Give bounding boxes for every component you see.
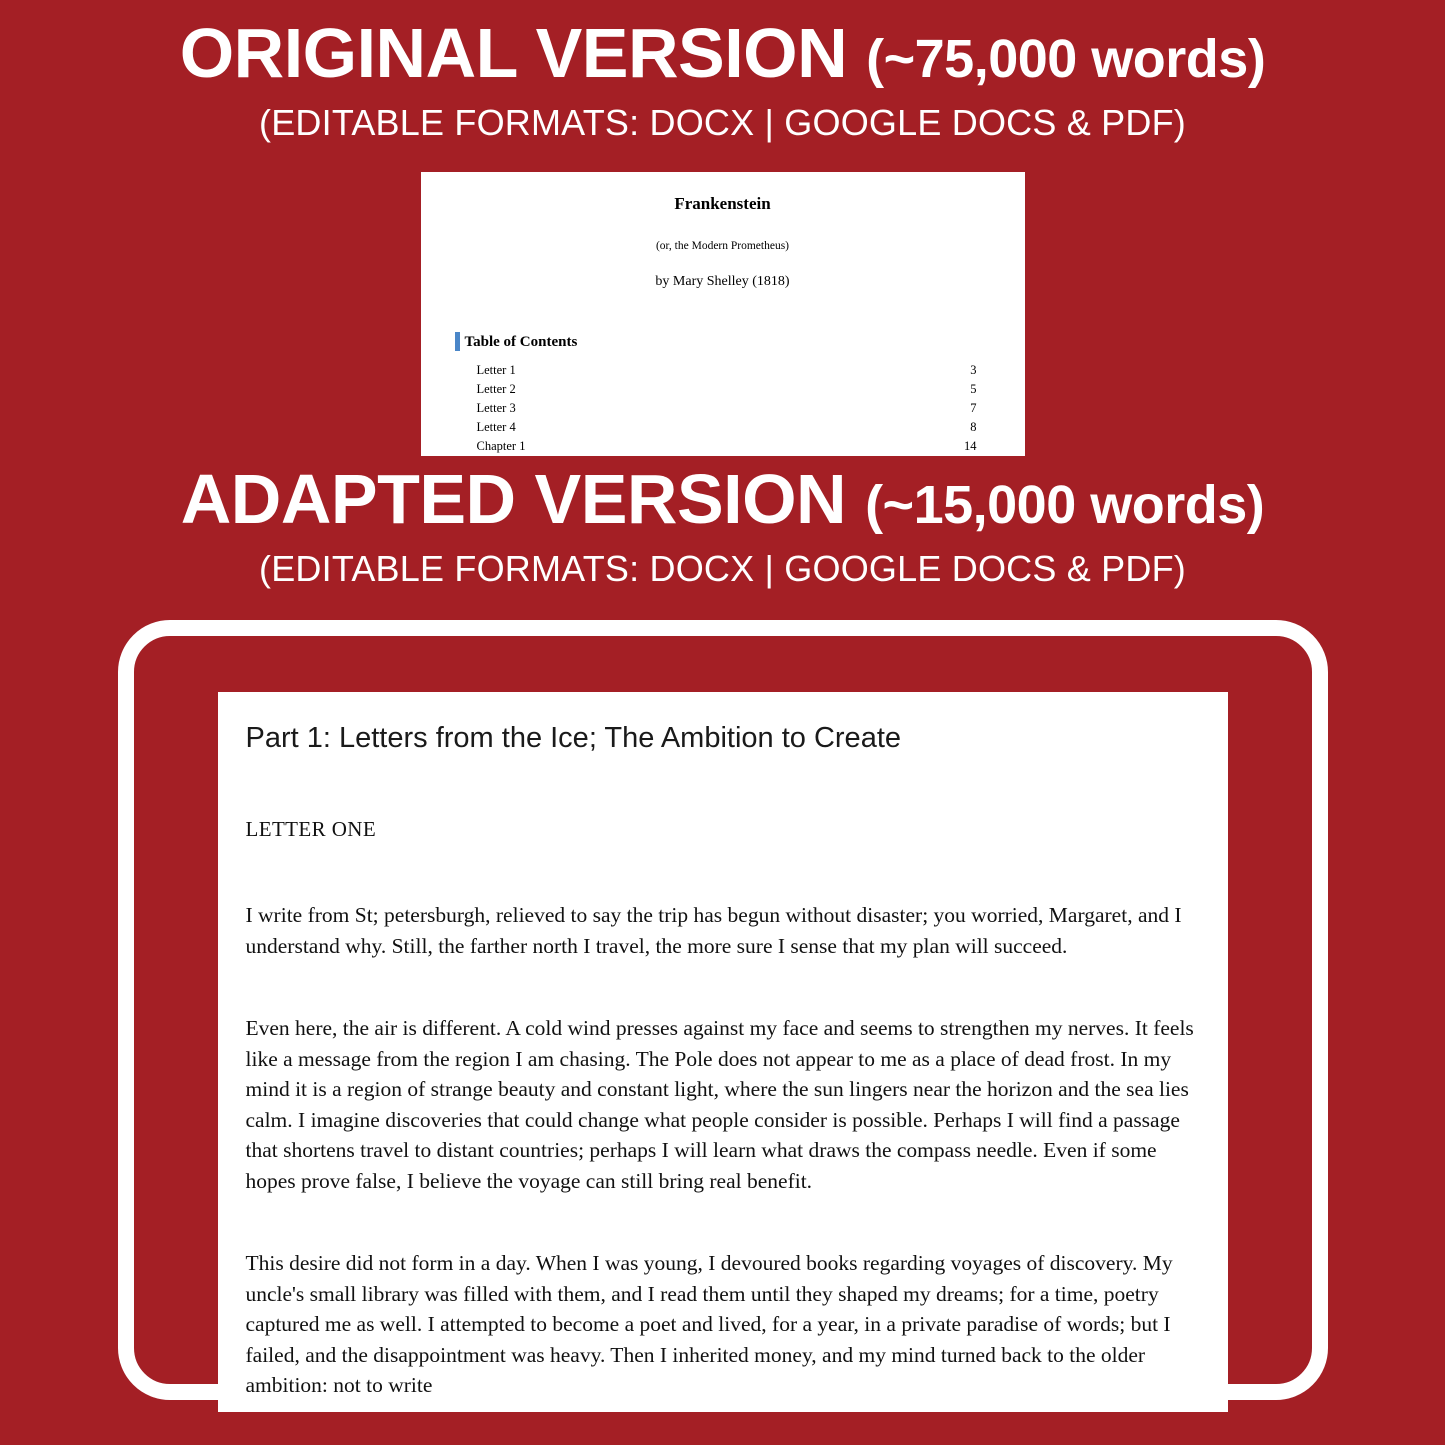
adapted-version-headline [0,460,1445,538]
original-document-title: Frankenstein [674,194,771,213]
toc-entry-label: Letter 3 [476,401,516,415]
toc-entry-label: Letter 4 [476,420,516,434]
toc-entry-page: 14 [964,439,977,453]
toc-entry-page: 3 [970,363,977,377]
toc-entry-page: 5 [970,382,977,396]
original-version-section [0,0,1445,453]
toc-entry-label: Chapter 1 [476,439,526,453]
list-item[interactable] [465,437,981,456]
adapted-version-formats: (EDITABLE FORMATS: DOCX | GOOGLE DOCS & PDF) [259,548,1186,589]
toc-entry-page: 8 [970,420,977,434]
text-cursor-icon [455,332,460,351]
adapted-document-preview[interactable] [218,692,1228,1412]
toc-entry-label: Letter 2 [476,382,516,396]
adapted-version-headline-main: ADAPTED VERSION [180,460,847,538]
adapted-version-section [0,460,1445,1400]
adapted-version-word-count: (~15,000 words) [865,475,1265,535]
original-version-word-count: (~75,000 words) [866,29,1266,89]
table-of-contents-list [465,361,981,456]
list-item[interactable] [465,361,981,380]
original-document-author: by Mary Shelley (1818) [655,274,790,289]
table-of-contents-heading-label: Table of Contents [464,334,578,350]
toc-entry-label: Letter 1 [476,363,516,377]
adapted-document-paragraph: This desire did not form in a day. When I was young, I devoured books regarding voyages of discovery. My uncle's small library was filled with them, and I read them until they shaped my dreams; for a time, poetry captured me as well. I attempted to become a poet and lived, for a year, in a private paradise of words; but I failed, and the disappointment was heavy. Then I inherited money, and my mind turned back to the older ambition: not to write [245,1251,1173,1398]
list-item[interactable] [465,418,981,437]
original-version-headline [0,14,1445,92]
original-version-headline-main: ORIGINAL VERSION [179,14,848,92]
original-document-subtitle: (or, the Modern Prometheus) [655,240,790,252]
original-version-formats: (EDITABLE FORMATS: DOCX | GOOGLE DOCS & PDF) [259,102,1186,143]
adapted-document-paragraph: Even here, the air is different. A cold wind presses against my face and seems to strengthen my nerves. It feels like a message from the region I am chasing. The Pole does not appear to me as a place of dead frost. In my mind it is a region of strange beauty and constant light, where the sun lingers near the horizon and the sea lies calm. I imagine discoveries that could change what people consider is possible. Perhaps I will find a passage that shortens travel to distant countries; perhaps I will learn what draws the compass needle. Even if some hopes prove false, I believe the voyage can still bring real benefit. [245,1016,1194,1193]
list-item[interactable] [465,380,981,399]
toc-entry-page: 7 [970,401,977,415]
original-document-preview[interactable] [421,172,1025,453]
list-item[interactable] [465,399,981,418]
adapted-document-paragraph: I write from St; petersburgh, relieved to say the trip has begun without disaster; you worried, Margaret, and I understand why. Still, the farther north I travel, the more sure I sense that my plan will succeed. [245,903,1182,958]
adapted-document-letter-label: LETTER ONE [245,817,377,841]
original-document-page [421,172,1025,456]
adapted-document-frame [118,620,1328,1400]
table-of-contents-heading [465,334,981,351]
adapted-document-heading: Part 1: Letters from the Ice; The Ambition to Create [245,722,902,754]
adapted-document-page [218,692,1228,1401]
